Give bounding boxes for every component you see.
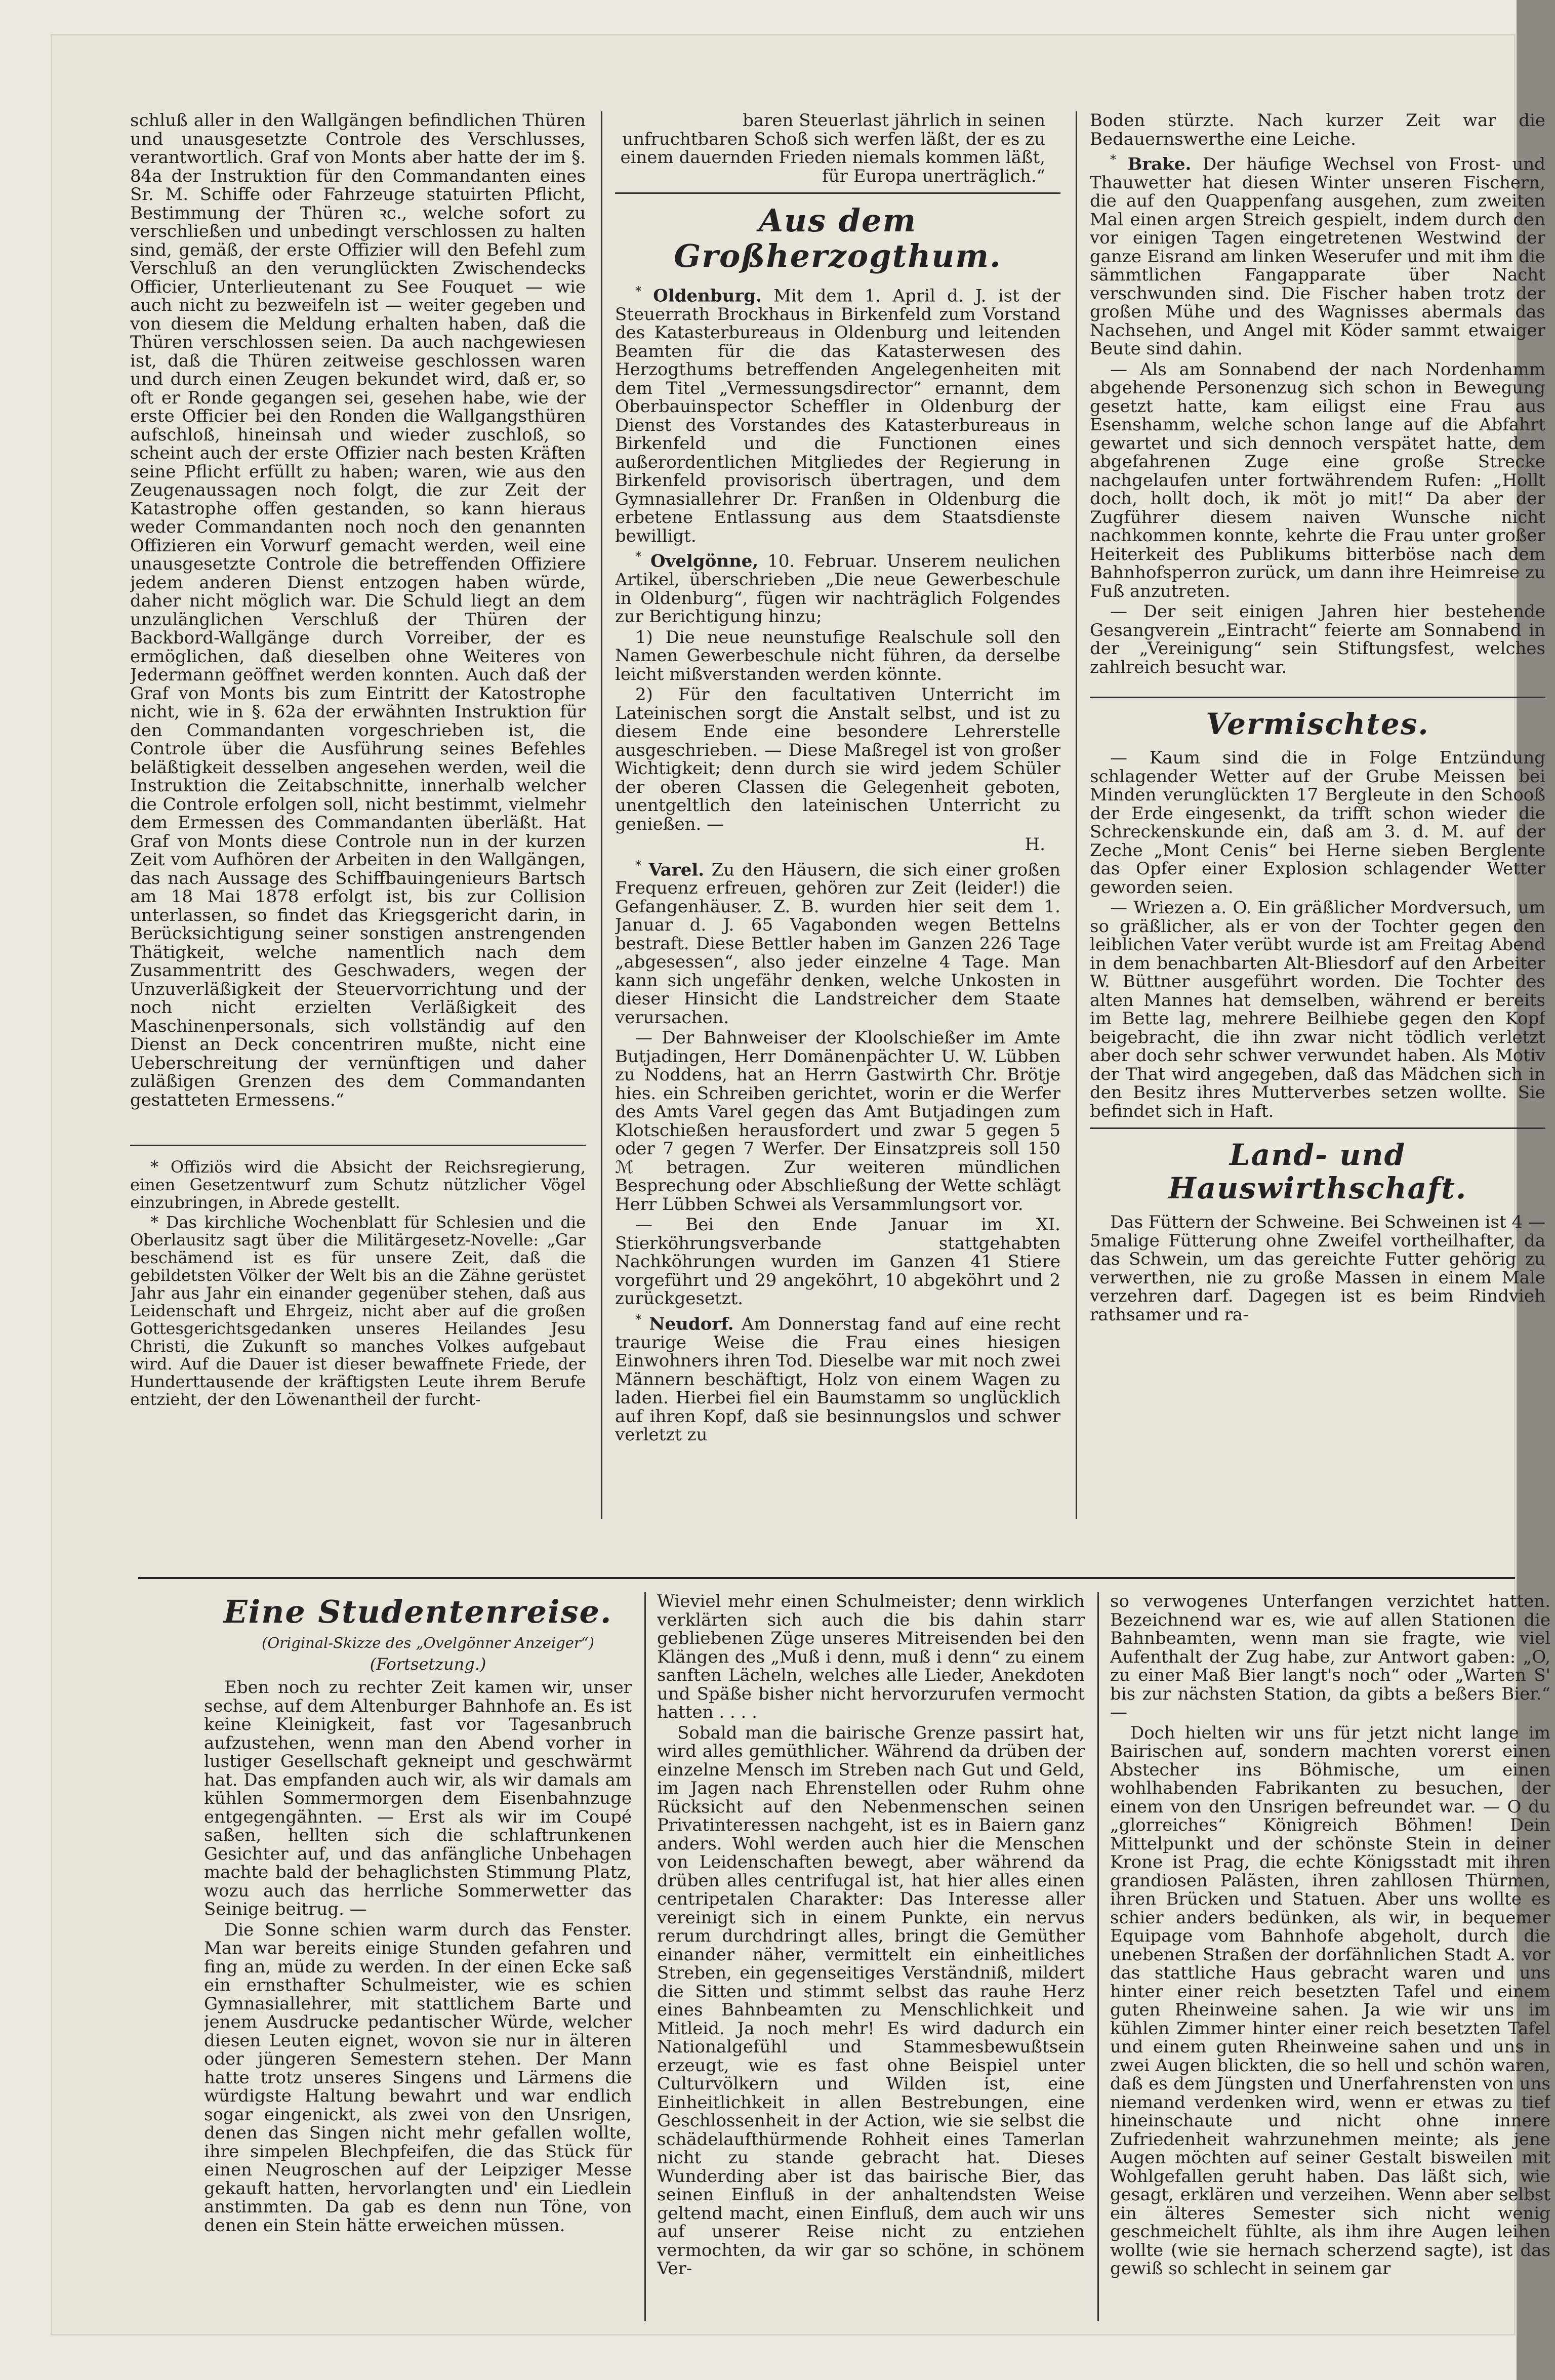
bottom-column-3	[1110, 1592, 1550, 2321]
footnote-bird-protection: * Offiziös wird die Absicht der Reichsregierung, einen Gesetzentwurf zum Schutz nützlicher Vögel einzubringen, in Abrede gestellt.	[130, 1157, 586, 1212]
newspaper-page	[52, 35, 1550, 2334]
correction-point-2: 2) Für den facultativen Unterricht im Lateinischen sorgt die Anstalt selbst, und ist zu diesem Ende eine besondere Lehrerstelle ausgeschrieben. — Diese Maßregel ist von großer Wichtigkeit; denn durch sie wird jedem Schüler der oberen Classen die Gelegenheit geboten, unentgeltlich den lateinischen Unterricht zu genießen. —	[615, 684, 1060, 834]
story-paragraph-3: Wieviel mehr einen Schulmeister; denn wirklich verklärten sich auch die bis dahin starr gebliebenen Züge unseres Mitreisenden bei den Klängen des „Muß i denn, muß i denn“ zu einem sanften Lächeln, welches alle Lieder, Anekdoten und Späße bisher nicht hervorzurufen vermocht hatten . . . .	[657, 1592, 1085, 1722]
news-varel-klotschiessen: — Der Bahnweiser der Kloolschießer im Amte Butjadingen, Herr Domänenpächter U. W. Lübben zu Noddens, hat an Herrn Gastwirth Chr. Brötje hies. ein Schreiben gerichtet, worin er die Werfer des Amts Varel gegen das Amt Butjadingen zum Klotschießen herausfordert und zwar 5 gegen 5 oder 7 gegen 7 Werfer. Der Einsatzpreis soll 150 ℳ betragen. Zur weiteren mündlichen Besprechung oder Abschließung der Wette schlägt Herr Lübben Schwei als Versammlungsort vor.	[615, 1028, 1060, 1215]
story-paragraph-4: Sobald man die bairische Grenze passirt hat, wird alles gemüthlicher. Während da drüben der einzelne Mensch im Streben nach Gut und Geld, im Jagen nach Ehrenstellen oder Ruhm ohne Rücksicht auf den Nebenmenschen seinen Privatinteressen nachgeht, ist es in Baiern ganz anders. Wohl werden auch hier die Menschen von Leidenschaften bewegt, aber während da drüben alles centrifugal ist, hat hier alles einen centripetalen Charakter: Das Interesse aller vereinigt sich in einem Punkte, ein nervus rerum durchdringt alles, bringt die Gemüther einander näher, vermittelt ein einheitliches Streben, ein gegenseitiges Verständniß, mildert die Sitten und stimmt selbst das rauhe Herz eines Bahnbeamten zu Menschlichkeit und Mitleid. Ja noch mehr! Es wird dadurch ein Nationalgefühl und Stammesbewußtsein erzeugt, wie es fast ohne Beispiel unter Culturvölkern und Wilden ist, eine Einheitlichkeit in allen Bestrebungen, eine Geschlossenheit in der Action, wie sie selbst die schädelaufthürmende Rohheit eines Tamerlan nicht zu stande gebracht hat. Dieses Wunderding aber ist das bairische Bier, das seinen Einfluß in der anhaltendsten Weise geltend macht, einen Einfluß, dem auch wir uns auf unserer Reise nicht zu entziehen vermochten, da wir gar so schöne, in schönem Ver-	[657, 1722, 1085, 2279]
misc-mine-explosion: — Kaum sind die in Folge Entzündung schlagender Wetter auf der Grube Meissen bei Minden verunglückten 17 Bergleute in den Schooß der Erde eingesenkt, da trifft schon wieder die Schreckenskunde ein, daß am 3. d. M. auf der Zeche „Mont Cenis“ bei Herne sieben Berglente das Opfer einer Explosion schlagender Wetter geworden seien.	[1090, 748, 1545, 898]
place-brake: Brake.	[1127, 154, 1192, 175]
section-rule	[615, 192, 1060, 194]
bottom-column-1	[204, 1592, 632, 2321]
story-subtitle: (Original-Skizze des „Ovelgönner Anzeiger“)	[262, 1634, 594, 1651]
correction-point-1: 1) Die neue neunstufige Realschule soll den Namen Gewerbeschule nicht führen, da derselbe leicht mißverstanden werden könnte.	[615, 627, 1060, 684]
article-court-martial: schluß aller in den Wallgängen befindlichen Thüren und unausgesetzte Controle des Verschlusses, verantwortlich. Graf von Monts aber hatte der im §. 84a der Instruktion für den Commandanten eines Sr. M. Schiffe oder Fahrzeuge statuirten Pflicht, Bestimmung der Thüren ꝛc., welche sofort zu verschließen und unbedingt verschlossen zu halten sind, gemäß, der erste Offizier will den Befehl zum Verschluß an den verunglückten Zwischendecks Officier, Unterlieutenant zu See Fouquet — wie auch nicht zu bezweifeln ist — weiter gegeben und von diesem die Meldung erhalten haben, daß die Thüren verschlossen seien. Da auch nachgewiesen ist, daß die Thüren zeitweise geschlossen waren und durch einen Zeugen bekundet wird, daß er, so oft er Ronde gegangen sei, gesehen habe, wie der erste Officier bei den Ronden die Wallgangsthüren aufschloß, hineinsah und wieder zuschloß, so scheint auch der erste Offizier nach besten Kräften seine Pflicht erfüllt zu haben; waren, wie aus den Zeugenaussagen noch folgt, die zur Zeit der Katastrophe offen gestanden, so kann hieraus weder Commandanten noch noch den genannten Offizieren ein Vorwurf gemacht werden, weil eine unausgesetzte Controle die betreffenden Offiziere jedem anderen Dienst entzogen haben würde, daher nicht möglich war. Die Schuld liegt an dem unzulänglichen Verschluß der Thüren der Backbord-Wallgänge durch Vorreiber, der es ermöglichen, daß dieselben ohne Weiteres von Jedermann geöffnet werden konnten. Auch daß der Graf von Monts bis zum Eintritt der Katostrophe nicht, wie in §. 62a der erwähnten Instruktion für den Commandanten vorgeschrieben ist, die Controle über die Ausführung seines Befehles beläßtigkeit desselben angesehen werden, weil die Instruktion die Zeitabschnitte, innerhalb welcher die Controle erfolgen soll, nicht bestimmt, vielmehr dem Ermessen des Commandanten überläßt. Hat Graf von Monts diese Controle nun in der kurzen Zeit vom Aufhören der Arbeiten in den Wallgängen, das nach Aussage des Schiffbauingenieurs Bartsch am 18 Mai 1878 erfolgt ist, bis zur Collision unterlassen, so findet das Kriegsgericht darin, in Berücksichtigung seiner sonstigen anstrengenden Thätigkeit, welche namentlich nach dem Zusammentritt des Geschwaders, wegen der Unzuverläßigkeit der Steuervorrichtung und der noch nicht erzielten Verläßigkeit des Maschinenpersonals, sich vollständig auf den Dienst an Deck concentriren mußte, nicht eine Ueberschreitung der vernünftigen und daher zuläßigen Grenzen des dem Commandanten gestatteten Ermessens.“	[130, 111, 586, 1110]
top-column-1	[130, 111, 586, 1519]
column-rule-2	[1076, 111, 1077, 1519]
story-continuation: (Fortsetzung.)	[370, 1655, 486, 1674]
news-brake-train: — Als am Sonnabend der nach Nordenhamm abgehende Personenzug sich schon in Bewegung gesetzt hatte, kam eiligst eine Frau aus Esenshamm, welche schon lange auf die Abfahrt gewartet und sich dennoch verspätet hatte, dem abgefahrenen Zuge eine große Strecke nachgelaufen unter fortwährendem Rufen: „Hollt doch, hollt doch, ik möt jo mit!“ Da aber der Zugführer diesem naiven Wunsche nicht nachkommen konnte, kehrte die Frau unter großer Heiterkeit des Publikums bitterböse nach dem Bahnhofsperron zurück, um dann ihre Heimreise zu Fuß anzutreten.	[1090, 359, 1545, 601]
section-heading-grossherzogthum: Aus dem Großherzogthum.	[674, 202, 1002, 274]
news-ovelgoenne: * Ovelgönne, 10. Februar. Unserem neulichen Artikel, überschrieben „Die neue Gewerbeschule in Oldenburg“, fügen wir nachträglich Folgendes zur Berichtigung hinzu;	[615, 549, 1060, 627]
section-rule	[1090, 1127, 1545, 1129]
column-rule-1	[601, 111, 602, 1519]
place-ovelgoenne: Ovelgönne,	[650, 551, 759, 572]
news-varel: * Varel. Zu den Häusern, die sich einer großen Frequenz erfreuen, gehören zur Zeit (leider!) die Gefangenhäuser. Z. B. wurden hier seit dem 1. Januar d. J. 65 Vagabonden wegen Bettelns bestraft. Diese Bettler haben im Ganzen 226 Tage „abgesessen“, also jeder einzelne 4 Tage. Man kann sich ungefähr denken, welche Unkosten in dieser Hinsicht die Landstreicher dem Staate verursachen.	[615, 858, 1060, 1028]
place-varel: Varel.	[648, 859, 705, 880]
footnote-military-law: * Das kirchliche Wochenblatt für Schlesien und die Oberlausitz sagt über die Militärgesetz-Novelle: „Gar beschämend ist es für unsere Zeit, daß die gebildetsten Völker der Welt bis an die Zähne gerüstet Jahr aus Jahr ein einander gegenüber stehen, daß aus Leidenschaft und Ehrgeiz, nicht aber auf die großen Gottesgerichtsgedanken unseres Heilandes Jesu Christi, die Zukunft so manches Volkes aufgebaut wird. Auf die Dauer ist dieser bewaffnete Friede, der Hunderttausende der kräftigsten Leute ihrem Berufe entzieht, der den Löwenantheil der furcht-	[130, 1213, 586, 1409]
story-paragraph-1: Eben noch zu rechter Zeit kamen wir, unser sechse, auf dem Altenburger Bahnhofe an. Es ist keine Kleinigkeit, fast vor Tagesanbruch aufzustehen, wenn man den Abend vorher in lustiger Gesellschaft gekneipt und geschwärmt hat. Das empfanden auch wir, als wir damals am kühlen Sommermorgen dem Eisenbahnzuge entgegengähnten. — Erst als wir im Coupé saßen, hellten sich die schlaftrunkenen Gesichter auf, und das anfängliche Unbehagen machte bald der behaglichsten Stimmung Platz, wozu auch das herrliche Sommerwetter das Seinige beitrug. —	[204, 1677, 632, 1919]
section-rule	[1090, 697, 1545, 698]
story-paragraph-6: Doch hielten wir uns für jetzt nicht lange im Bairischen auf, sondern machten vorerst einen Abstecher ins Böhmische, um einen wohlhabenden Fabrikanten zu besuchen, der einem von den Unsrigen befreundet war. — O du „glorreiches“ Königreich Böhmen! Dein Mittelpunkt und der schönste Stein in deiner Krone ist Prag, die echte Königsstadt mit ihren grandiosen Palästen, ihren zahllosen Thürmen, ihren Brücken und Statuen. Aber uns wollte es schier anders bedünken, als wir, in bequemer Equipage vom Bahnhofe abgeholt, durch die unebenen Straßen der dorfähnlichen Stadt A. vor das stattliche Haus gebracht waren und uns hinter einer reich besetzten Tafel und einem guten Rheinweine sahen. Ja wie wir uns im kühlen Zimmer hinter einer reich besetzten Tafel und einem guten Rheinweine sahen und uns in zwei Augen blickten, die so hell und schön waren, daß es dem Jüngsten und Unerfahrensten von uns niemand verdenken wird, wenn er etwas zu tief hineinschaute und nicht ohne innere Zufriedenheit wahrzunehmen meinte; als jene Augen möchten auf seiner Gestalt bisweilen mit Wohlgefallen geruht haben. Das läßt sich, wie gesagt, erklären und verzeihen. Wenn aber selbst ein älteres Semester sich nicht wenig geschmeichelt fühlte, als ihm ihre Augen leihen wollte (wie sie hernach scherzend sagte), ist das gewiß so schlecht in seinem gar	[1110, 1722, 1550, 2279]
farm-pig-feeding: Das Füttern der Schweine. Bei Schweinen ist 4 — 5malige Fütterung ohne Zweifel vortheilhafter, da das Schwein, um das gereichte Futter gehörig zu verwerthen, nie zu große Massen in einem Male verzehren darf. Dagegen ist es beim Rindvieh rathsamer und ra-	[1090, 1212, 1545, 1325]
news-varel-stierkoehrung: — Bei den Ende Januar im XI. Stierköhrungsverbande stattgehabten Nachköhrungen wurden im Ganzen 41 Stiere vorgeführt und 29 angeköhrt, 10 abgeköhrt und 2 zurückgesetzt.	[615, 1215, 1060, 1309]
story-paragraph-5: so verwogenes Unterfangen verzichtet hatten. Bezeichnend war es, wie auf allen Stationen die Bahnbeamten, wenn man sie fragte, wie viel Aufenthalt der Zug habe, zur Antwort gaben: „O, zu einer Maß Bier langt's noch“ oder „Warten S' bis zur nächsten Station, da gibts a beßers Bier.“ —	[1110, 1592, 1550, 1722]
top-column-3	[1090, 111, 1545, 1519]
place-oldenburg: Oldenburg.	[653, 286, 762, 306]
section-heading-vermischtes: Vermischtes.	[1206, 707, 1429, 742]
news-brake: * Brake. Der häufige Wechsel von Frost- und Thauwetter hat diesen Winter unseren Fischern, die auf den Quappenfang ausgehen, zum zweiten Mal einen argen Streich gespielt, indem durch den vor einigen Tagen eingetretenen Westwind der ganze Eisrand am linken Weserufer und mit ihm die sämmtlichen Fangapparate über Nacht verschwunden sind. Die Fischer haben trotz der großen Mühe und des Wagnisses abermals das Nachsehen, und Angel mit Köder sammt etwaiger Beute sind dahin.	[1090, 152, 1545, 359]
story-paragraph-2: Die Sonne schien warm durch das Fenster. Man war bereits einige Stunden gefahren und fing an, müde zu werden. In der einen Ecke saß ein ernsthafter Schulmeister, wie es schien Gymnasiallehrer, mit stattlichem Barte und jenem Ausdrucke pedantischer Würde, welcher diesen Leuten eignet, wovon sie nur in älteren oder jüngeren Semestern stehen. Der Mann hatte trotz unseres Singens und Lärmens die würdigste Haltung bewahrt und war endlich sogar eingenickt, als zwei von den Unsrigen, denen das Singen nicht mehr gefallen wollte, ihre simpelen Blechpfeifen, die das Stück für einen Neugroschen auf der Leipziger Messe gekauft hatten, hervorlangten und' ein Liedlein anstimmten. Da gab es denn nun Töne, von denen ein Stein hätte erweichen müssen.	[204, 1919, 632, 2236]
news-oldenburg: * Oldenburg. Mit dem 1. April d. J. ist der Steuerrath Brockhaus in Birkenfeld zum Vorstand des Katasterbureaus in Oldenburg und leitenden Beamten für die das Katasterwesen des Herzogthums betreffenden Angelegenheiten mit dem Titel „Vermessungsdirector“ ernannt, dem Oberbauinspector Scheffler in Oldenburg der Dienst des Vorstandes des Katasterbureaus in Birkenfeld und die Functionen eines außerordentlichen Mitgliedes der Regierung in Birkenfeld provisorisch übertragen, und dem Gymnasiallehrer Dr. Franßen in Oldenburg die erbetene Entlassung aus dem Staatsdienste bewilligt.	[615, 284, 1060, 546]
signature-h: H.	[1025, 834, 1045, 855]
bottom-column-2	[657, 1592, 1085, 2321]
column-separator	[130, 1145, 586, 1146]
story-title: Eine Studentenreise.	[223, 1593, 612, 1630]
continued-quote: baren Steuerlast jährlich in seinen unfruchtbaren Schoß sich werfen läßt, der es zu einem dauernden Frieden niemals kommen läßt, für Europa unerträglich.“	[620, 111, 1045, 186]
column-rule-3	[644, 1592, 646, 2321]
column-rule-4	[1097, 1592, 1099, 2321]
news-brake-gesangverein: — Der seit einigen Jahren hier bestehende Gesangverein „Eintracht“ feierte am Sonnabend in der „Vereinigung“ sein Stiftungsfest, welches zahlreich besucht war.	[1090, 601, 1545, 677]
feuilleton-separator	[138, 1577, 1515, 1579]
top-column-2	[615, 111, 1060, 1519]
news-neudorf-continued: Boden stürzte. Nach kurzer Zeit war die Bedauernswerthe eine Leiche.	[1090, 111, 1545, 149]
misc-wriezen-murder: — Wriezen a. O. Ein gräßlicher Mordversuch, um so gräßlicher, als er von der Tochter gegen den leiblichen Vater verübt wurde ist am Freitag Abend in dem benachbarten Alt-Bliesdorf auf den Arbeiter W. Büttner ausgeführt worden. Die Tochter des alten Mannes hat demselben, während er bereits im Bette lag, mehrere Beilhiebe gegen den Kopf beigebracht, die ihn zwar nicht tödlich verletzt aber doch sehr schwer verwundet haben. Als Motiv der That wird angegeben, daß das Mädchen sich in den Besitz ihres Mutterverbes setzen wollte. Sie befindet sich in Haft.	[1090, 898, 1545, 1121]
news-neudorf: * Neudorf. Am Donnerstag fand auf eine recht traurige Weise die Frau eines hiesigen Einwohners ihren Tod. Dieselbe war mit noch zwei Männern beschäftigt, Holz von einem Wagen zu laden. Hierbei fiel ein Baumstamm so unglücklich auf ihren Kopf, daß sie besinnungslos und schwer verletzt zu	[615, 1312, 1060, 1445]
place-neudorf: Neudorf.	[649, 1314, 734, 1335]
section-heading-land-hauswirthschaft: Land- und Hauswirthschaft.	[1168, 1138, 1467, 1206]
